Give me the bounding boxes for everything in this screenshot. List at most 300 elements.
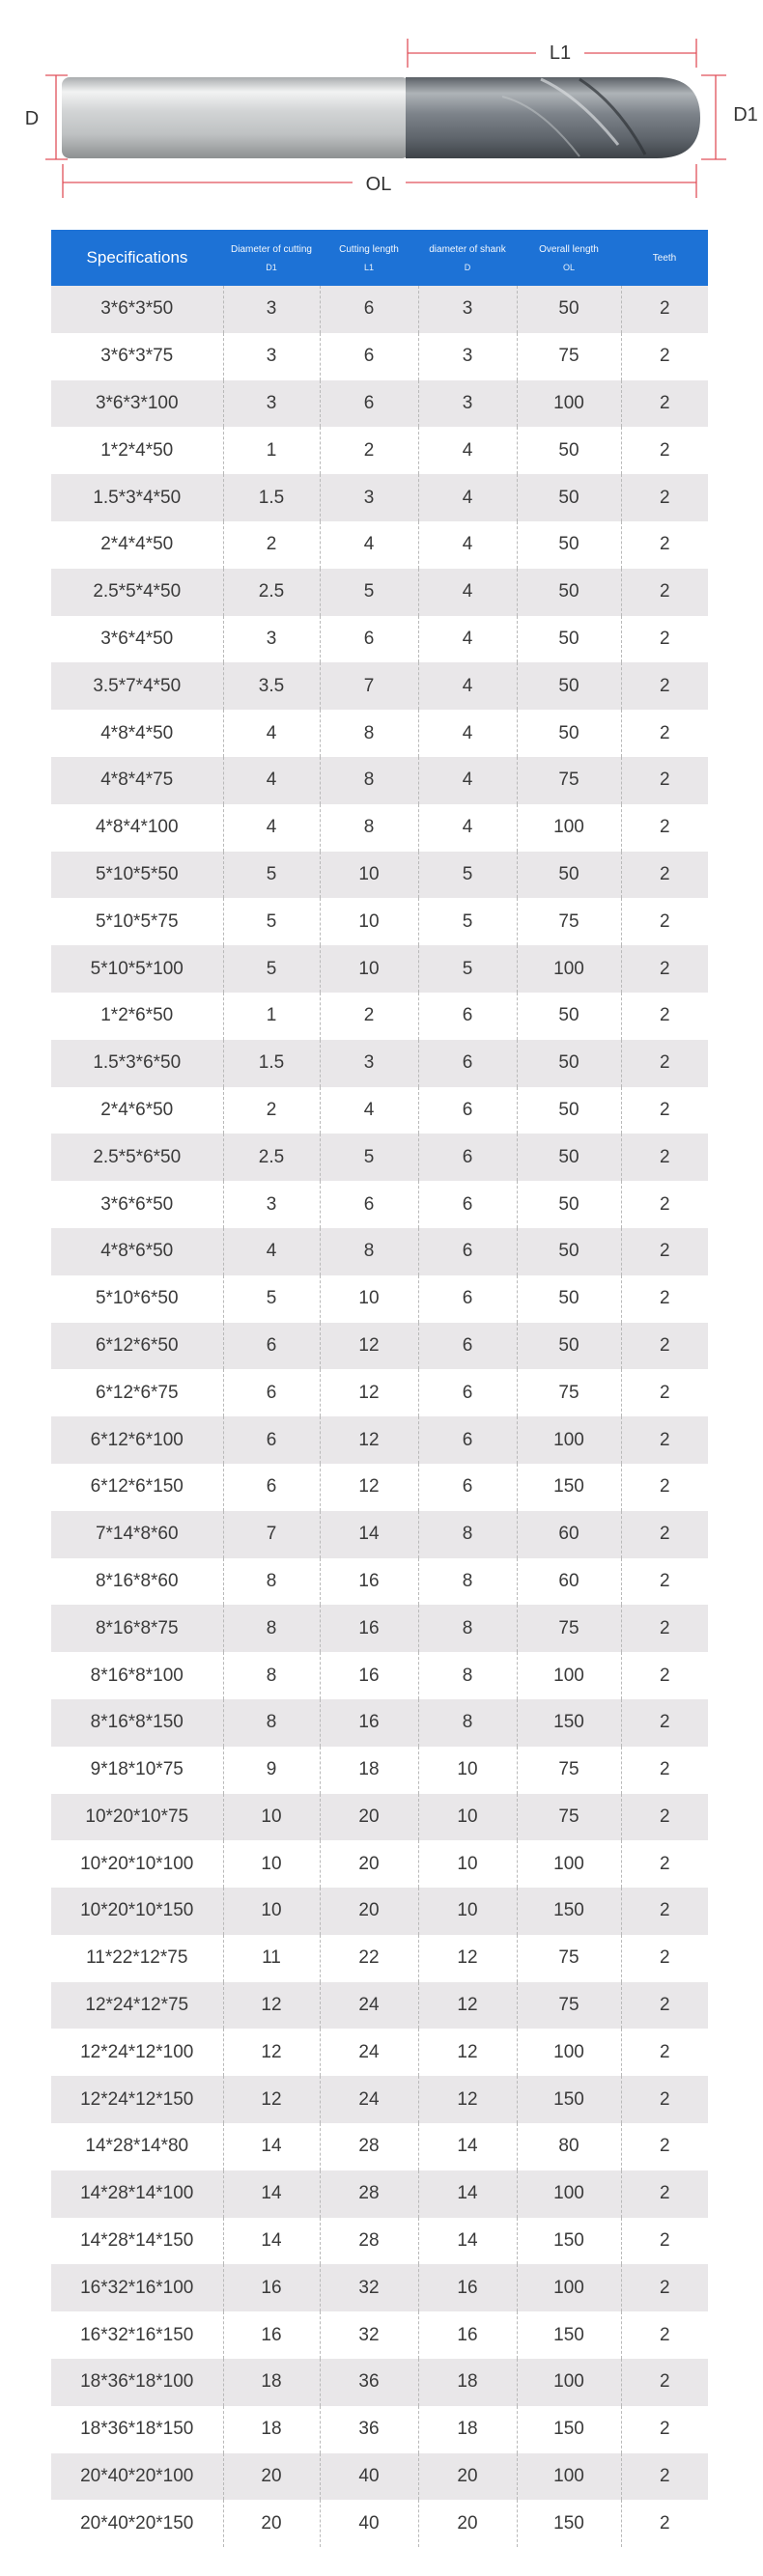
- overall-length-cell: 75: [517, 898, 621, 945]
- diameter-of-shank-cell: 4: [418, 427, 517, 474]
- spec-cell: 18*36*18*150: [51, 2406, 223, 2453]
- overall-length-cell: 50: [517, 1323, 621, 1370]
- diameter-of-shank-cell: 5: [418, 945, 517, 993]
- diameter-of-shank-cell: 18: [418, 2359, 517, 2406]
- diameter-of-shank-cell: 20: [418, 2500, 517, 2547]
- table-row: [51, 804, 708, 852]
- cutting-length-cell: 5: [320, 1134, 418, 1181]
- table-row: [51, 1982, 708, 2030]
- dimension-label-d: D: [24, 108, 40, 129]
- spec-cell: 16*32*16*150: [51, 2311, 223, 2359]
- overall-length-cell: 150: [517, 2406, 621, 2453]
- overall-length-cell: 75: [517, 1982, 621, 2030]
- specifications-table: [51, 230, 708, 2547]
- overall-length-cell: 100: [517, 2264, 621, 2311]
- overall-length-cell: 50: [517, 474, 621, 521]
- table-row: [51, 1275, 708, 1323]
- cutting-length-cell: 28: [320, 2123, 418, 2170]
- spec-cell: 1.5*3*6*50: [51, 1040, 223, 1087]
- spec-cell: 4*8*4*50: [51, 710, 223, 757]
- cutting-length-cell: 28: [320, 2218, 418, 2265]
- diameter-of-cutting-cell: 8: [223, 1558, 320, 1606]
- diameter-of-shank-cell: 6: [418, 1275, 517, 1323]
- diameter-of-shank-cell: 6: [418, 1087, 517, 1134]
- diameter-of-cutting-cell: 4: [223, 710, 320, 757]
- spec-cell: 18*36*18*100: [51, 2359, 223, 2406]
- cutting-length-cell: 8: [320, 757, 418, 804]
- overall-length-cell: 50: [517, 427, 621, 474]
- overall-length-cell: 100: [517, 380, 621, 428]
- overall-length-cell: 75: [517, 1605, 621, 1652]
- table-row: [51, 710, 708, 757]
- diameter-of-shank-cell: 8: [418, 1699, 517, 1747]
- spec-cell: 1*2*6*50: [51, 993, 223, 1040]
- cutting-length-cell: 36: [320, 2359, 418, 2406]
- dimension-label-l1: L1: [549, 42, 572, 64]
- cutting-length-cell: 12: [320, 1416, 418, 1464]
- spec-cell: 4*8*4*100: [51, 804, 223, 852]
- spec-cell: 2*4*6*50: [51, 1087, 223, 1134]
- diameter-of-cutting-cell: 5: [223, 898, 320, 945]
- diameter-of-shank-cell: 8: [418, 1605, 517, 1652]
- dimension-label-d1: D1: [733, 104, 758, 126]
- cutting-length-cell: 2: [320, 427, 418, 474]
- overall-length-cell: 100: [517, 2453, 621, 2501]
- table-row: [51, 1605, 708, 1652]
- cutting-length-cell: 8: [320, 804, 418, 852]
- diameter-of-shank-cell: 6: [418, 1228, 517, 1275]
- table-row: [51, 662, 708, 710]
- diameter-of-shank-cell: 4: [418, 804, 517, 852]
- diameter-of-cutting-cell: 12: [223, 2029, 320, 2076]
- end-mill-diagram: [0, 0, 763, 212]
- spec-cell: 12*24*12*150: [51, 2076, 223, 2123]
- spec-cell: 2.5*5*4*50: [51, 569, 223, 616]
- teeth-cell: 2: [621, 1511, 708, 1558]
- diameter-of-cutting-cell: 9: [223, 1747, 320, 1794]
- diameter-of-cutting-cell: 3.5: [223, 662, 320, 710]
- diameter-of-shank-cell: 4: [418, 569, 517, 616]
- diameter-of-shank-cell: 8: [418, 1511, 517, 1558]
- spec-cell: 1.5*3*4*50: [51, 474, 223, 521]
- diameter-of-shank-cell: 3: [418, 380, 517, 428]
- diameter-of-cutting-cell: 5: [223, 945, 320, 993]
- cutting-length-cell: 10: [320, 852, 418, 899]
- cutting-length-cell: 32: [320, 2311, 418, 2359]
- spec-cell: 4*8*4*75: [51, 757, 223, 804]
- spec-cell: 6*12*6*150: [51, 1464, 223, 1511]
- spec-cell: 7*14*8*60: [51, 1511, 223, 1558]
- cutting-length-cell: 6: [320, 286, 418, 333]
- overall-length-cell: 50: [517, 710, 621, 757]
- cutting-length-cell: 3: [320, 474, 418, 521]
- spec-cell: 8*16*8*150: [51, 1699, 223, 1747]
- table-row: [51, 1087, 708, 1134]
- teeth-cell: 2: [621, 993, 708, 1040]
- diameter-of-cutting-cell: 16: [223, 2264, 320, 2311]
- cutting-length-cell: 18: [320, 1747, 418, 1794]
- diameter-of-shank-cell: 4: [418, 521, 517, 569]
- cutting-length-cell: 5: [320, 569, 418, 616]
- cutting-length-cell: 20: [320, 1888, 418, 1935]
- diameter-of-shank-cell: 6: [418, 993, 517, 1040]
- table-row: [51, 2406, 708, 2453]
- diameter-of-cutting-cell: 5: [223, 1275, 320, 1323]
- cutting-length-cell: 36: [320, 2406, 418, 2453]
- diameter-of-cutting-cell: 10: [223, 1794, 320, 1841]
- table-row: [51, 898, 708, 945]
- cutting-length-cell: 14: [320, 1511, 418, 1558]
- teeth-cell: 2: [621, 662, 708, 710]
- teeth-cell: 2: [621, 1416, 708, 1464]
- spec-cell: 5*10*6*50: [51, 1275, 223, 1323]
- diameter-of-shank-cell: 18: [418, 2406, 517, 2453]
- diameter-of-cutting-cell: 3: [223, 616, 320, 663]
- diameter-of-shank-cell: 4: [418, 474, 517, 521]
- teeth-cell: 2: [621, 1605, 708, 1652]
- diameter-of-cutting-cell: 2.5: [223, 1134, 320, 1181]
- diameter-of-cutting-cell: 8: [223, 1699, 320, 1747]
- teeth-cell: 2: [621, 2311, 708, 2359]
- table-row: [51, 1699, 708, 1747]
- diameter-of-cutting-cell: 20: [223, 2453, 320, 2501]
- diameter-of-cutting-cell: 5: [223, 852, 320, 899]
- diameter-of-cutting-cell: 1: [223, 993, 320, 1040]
- cutting-length-cell: 4: [320, 521, 418, 569]
- diameter-of-shank-cell: 6: [418, 1464, 517, 1511]
- overall-length-cell: 100: [517, 804, 621, 852]
- diameter-of-shank-cell: 6: [418, 1323, 517, 1370]
- cutting-length-cell: 2: [320, 993, 418, 1040]
- diameter-of-cutting-cell: 4: [223, 757, 320, 804]
- table-row: [51, 427, 708, 474]
- overall-length-cell: 150: [517, 1699, 621, 1747]
- diameter-of-cutting-cell: 4: [223, 804, 320, 852]
- spec-cell: 5*10*5*75: [51, 898, 223, 945]
- overall-length-cell: 50: [517, 1087, 621, 1134]
- diameter-of-shank-cell: 14: [418, 2218, 517, 2265]
- spec-cell: 8*16*8*100: [51, 1652, 223, 1699]
- teeth-cell: 2: [621, 1369, 708, 1416]
- table-row: [51, 1888, 708, 1935]
- cutting-length-cell: 16: [320, 1605, 418, 1652]
- overall-length-cell: 50: [517, 616, 621, 663]
- table-row: [51, 2218, 708, 2265]
- diameter-of-shank-cell: 10: [418, 1794, 517, 1841]
- cutting-length-cell: 22: [320, 1935, 418, 1982]
- table-row: [51, 333, 708, 380]
- diameter-of-shank-cell: 10: [418, 1747, 517, 1794]
- table-row: [51, 1652, 708, 1699]
- diameter-of-shank-cell: 4: [418, 757, 517, 804]
- tool-shank: [62, 77, 410, 158]
- overall-length-cell: 150: [517, 2076, 621, 2123]
- overall-length-cell: 75: [517, 757, 621, 804]
- diameter-of-shank-cell: 10: [418, 1888, 517, 1935]
- table-row: [51, 616, 708, 663]
- cutting-length-cell: 6: [320, 380, 418, 428]
- spec-cell: 6*12*6*50: [51, 1323, 223, 1370]
- spec-cell: 11*22*12*75: [51, 1935, 223, 1982]
- spec-cell: 10*20*10*75: [51, 1794, 223, 1841]
- table-row: [51, 852, 708, 899]
- cutting-length-cell: 12: [320, 1369, 418, 1416]
- diameter-of-cutting-cell: 6: [223, 1416, 320, 1464]
- diameter-of-shank-cell: 12: [418, 2076, 517, 2123]
- teeth-cell: 2: [621, 286, 708, 333]
- diameter-of-shank-cell: 3: [418, 286, 517, 333]
- spec-cell: 10*20*10*150: [51, 1888, 223, 1935]
- cutting-length-cell: 24: [320, 2029, 418, 2076]
- diameter-of-cutting-cell: 3: [223, 333, 320, 380]
- table-row: [51, 2359, 708, 2406]
- diameter-of-cutting-cell: 11: [223, 1935, 320, 1982]
- overall-length-cell: 80: [517, 2123, 621, 2170]
- table-row: [51, 1840, 708, 1888]
- cutting-length-cell: 8: [320, 1228, 418, 1275]
- diameter-of-shank-cell: 5: [418, 898, 517, 945]
- table-row: [51, 2311, 708, 2359]
- table-row: [51, 2123, 708, 2170]
- table-row: [51, 2500, 708, 2547]
- spec-cell: 10*20*10*100: [51, 1840, 223, 1888]
- overall-length-cell: 50: [517, 1181, 621, 1228]
- table-row: [51, 1369, 708, 1416]
- cutting-length-cell: 24: [320, 2076, 418, 2123]
- diameter-of-shank-cell: 12: [418, 1935, 517, 1982]
- diameter-of-cutting-cell: 3: [223, 286, 320, 333]
- table-row: [51, 945, 708, 993]
- overall-length-cell: 75: [517, 1369, 621, 1416]
- diameter-of-cutting-cell: 6: [223, 1464, 320, 1511]
- teeth-cell: 2: [621, 1181, 708, 1228]
- teeth-cell: 2: [621, 2170, 708, 2218]
- teeth-cell: 2: [621, 2406, 708, 2453]
- table-header-row: [51, 230, 708, 286]
- cutting-length-cell: 40: [320, 2453, 418, 2501]
- overall-length-cell: 50: [517, 521, 621, 569]
- diameter-of-cutting-cell: 14: [223, 2170, 320, 2218]
- teeth-cell: 2: [621, 474, 708, 521]
- teeth-cell: 2: [621, 1323, 708, 1370]
- table-row: [51, 1794, 708, 1841]
- table-row: [51, 1511, 708, 1558]
- cutting-length-cell: 10: [320, 1275, 418, 1323]
- overall-length-cell: 75: [517, 1747, 621, 1794]
- table-row: [51, 1228, 708, 1275]
- spec-cell: 8*16*8*75: [51, 1605, 223, 1652]
- overall-length-cell: 60: [517, 1511, 621, 1558]
- diameter-of-shank-cell: 16: [418, 2264, 517, 2311]
- diameter-of-shank-cell: 6: [418, 1040, 517, 1087]
- diameter-of-shank-cell: 12: [418, 1982, 517, 2030]
- teeth-cell: 2: [621, 1087, 708, 1134]
- overall-length-cell: 50: [517, 993, 621, 1040]
- header-cutting-length: Cutting length L1: [320, 230, 418, 286]
- diameter-of-cutting-cell: 14: [223, 2123, 320, 2170]
- diameter-of-cutting-cell: 2.5: [223, 569, 320, 616]
- teeth-cell: 2: [621, 2029, 708, 2076]
- table-row: [51, 2453, 708, 2501]
- spec-cell: 3*6*6*50: [51, 1181, 223, 1228]
- overall-length-cell: 150: [517, 2500, 621, 2547]
- table-row: [51, 1323, 708, 1370]
- diameter-of-shank-cell: 20: [418, 2453, 517, 2501]
- cutting-length-cell: 16: [320, 1558, 418, 1606]
- spec-cell: 5*10*5*50: [51, 852, 223, 899]
- diameter-of-cutting-cell: 18: [223, 2359, 320, 2406]
- teeth-cell: 2: [621, 757, 708, 804]
- table-row: [51, 1040, 708, 1087]
- specifications-table-body: [51, 286, 708, 2547]
- teeth-cell: 2: [621, 1935, 708, 1982]
- cutting-length-cell: 16: [320, 1699, 418, 1747]
- table-row: [51, 569, 708, 616]
- teeth-cell: 2: [621, 2218, 708, 2265]
- diameter-of-shank-cell: 14: [418, 2123, 517, 2170]
- teeth-cell: 2: [621, 1040, 708, 1087]
- teeth-cell: 2: [621, 2123, 708, 2170]
- spec-cell: 20*40*20*100: [51, 2453, 223, 2501]
- teeth-cell: 2: [621, 1840, 708, 1888]
- diameter-of-shank-cell: 12: [418, 2029, 517, 2076]
- teeth-cell: 2: [621, 1794, 708, 1841]
- diameter-of-cutting-cell: 2: [223, 521, 320, 569]
- table-row: [51, 1747, 708, 1794]
- diameter-of-cutting-cell: 3: [223, 1181, 320, 1228]
- table-row: [51, 1181, 708, 1228]
- overall-length-cell: 60: [517, 1558, 621, 1606]
- spec-cell: 20*40*20*150: [51, 2500, 223, 2547]
- teeth-cell: 2: [621, 2264, 708, 2311]
- cutting-length-cell: 40: [320, 2500, 418, 2547]
- cutting-length-cell: 10: [320, 945, 418, 993]
- overall-length-cell: 50: [517, 852, 621, 899]
- spec-cell: 14*28*14*80: [51, 2123, 223, 2170]
- diameter-of-cutting-cell: 10: [223, 1840, 320, 1888]
- teeth-cell: 2: [621, 945, 708, 993]
- diameter-of-shank-cell: 5: [418, 852, 517, 899]
- diameter-of-cutting-cell: 20: [223, 2500, 320, 2547]
- diameter-of-shank-cell: 8: [418, 1652, 517, 1699]
- spec-cell: 5*10*5*100: [51, 945, 223, 993]
- cutting-length-cell: 6: [320, 1181, 418, 1228]
- teeth-cell: 2: [621, 380, 708, 428]
- diameter-of-cutting-cell: 18: [223, 2406, 320, 2453]
- diameter-of-cutting-cell: 12: [223, 1982, 320, 2030]
- overall-length-cell: 75: [517, 333, 621, 380]
- diameter-of-shank-cell: 16: [418, 2311, 517, 2359]
- teeth-cell: 2: [621, 1228, 708, 1275]
- overall-length-cell: 150: [517, 1464, 621, 1511]
- diameter-of-shank-cell: 3: [418, 333, 517, 380]
- overall-length-cell: 100: [517, 1840, 621, 1888]
- spec-cell: 6*12*6*100: [51, 1416, 223, 1464]
- table-row: [51, 1134, 708, 1181]
- diameter-of-shank-cell: 10: [418, 1840, 517, 1888]
- teeth-cell: 2: [621, 2076, 708, 2123]
- table-row: [51, 380, 708, 428]
- teeth-cell: 2: [621, 1134, 708, 1181]
- teeth-cell: 2: [621, 804, 708, 852]
- table-row: [51, 521, 708, 569]
- cutting-length-cell: 4: [320, 1087, 418, 1134]
- cutting-length-cell: 12: [320, 1323, 418, 1370]
- overall-length-cell: 100: [517, 1652, 621, 1699]
- spec-cell: 6*12*6*75: [51, 1369, 223, 1416]
- spec-cell: 12*24*12*75: [51, 1982, 223, 2030]
- diameter-of-cutting-cell: 3: [223, 380, 320, 428]
- diameter-of-cutting-cell: 8: [223, 1652, 320, 1699]
- spec-cell: 3*6*3*100: [51, 380, 223, 428]
- teeth-cell: 2: [621, 333, 708, 380]
- teeth-cell: 2: [621, 521, 708, 569]
- spec-cell: 9*18*10*75: [51, 1747, 223, 1794]
- diameter-of-shank-cell: 4: [418, 616, 517, 663]
- cutting-length-cell: 32: [320, 2264, 418, 2311]
- header-overall-length: Overall length OL: [517, 230, 621, 286]
- cutting-length-cell: 20: [320, 1794, 418, 1841]
- spec-cell: 4*8*6*50: [51, 1228, 223, 1275]
- overall-length-cell: 50: [517, 662, 621, 710]
- diameter-of-cutting-cell: 16: [223, 2311, 320, 2359]
- diameter-of-cutting-cell: 8: [223, 1605, 320, 1652]
- spec-cell: 3.5*7*4*50: [51, 662, 223, 710]
- spec-cell: 12*24*12*100: [51, 2029, 223, 2076]
- overall-length-cell: 50: [517, 1040, 621, 1087]
- cutting-length-cell: 16: [320, 1652, 418, 1699]
- header-specifications: Specifications: [51, 230, 223, 286]
- teeth-cell: 2: [621, 852, 708, 899]
- overall-length-cell: 75: [517, 1794, 621, 1841]
- diameter-of-shank-cell: 6: [418, 1369, 517, 1416]
- diameter-of-shank-cell: 4: [418, 662, 517, 710]
- overall-length-cell: 50: [517, 1228, 621, 1275]
- teeth-cell: 2: [621, 1652, 708, 1699]
- diameter-of-shank-cell: 14: [418, 2170, 517, 2218]
- overall-length-cell: 50: [517, 286, 621, 333]
- diameter-of-cutting-cell: 1: [223, 427, 320, 474]
- cutting-length-cell: 7: [320, 662, 418, 710]
- diameter-of-shank-cell: 6: [418, 1416, 517, 1464]
- diameter-of-cutting-cell: 10: [223, 1888, 320, 1935]
- cutting-length-cell: 24: [320, 1982, 418, 2030]
- spec-cell: 14*28*14*100: [51, 2170, 223, 2218]
- table-row: [51, 1464, 708, 1511]
- spec-cell: 3*6*3*75: [51, 333, 223, 380]
- cutting-length-cell: 3: [320, 1040, 418, 1087]
- table-row: [51, 1558, 708, 1606]
- teeth-cell: 2: [621, 2500, 708, 2547]
- spec-cell: 14*28*14*150: [51, 2218, 223, 2265]
- overall-length-cell: 100: [517, 1416, 621, 1464]
- table-row: [51, 286, 708, 333]
- teeth-cell: 2: [621, 898, 708, 945]
- overall-length-cell: 50: [517, 1134, 621, 1181]
- diameter-of-cutting-cell: 1.5: [223, 1040, 320, 1087]
- table-row: [51, 993, 708, 1040]
- teeth-cell: 2: [621, 2359, 708, 2406]
- diameter-of-cutting-cell: 2: [223, 1087, 320, 1134]
- diameter-of-shank-cell: 4: [418, 710, 517, 757]
- teeth-cell: 2: [621, 616, 708, 663]
- overall-length-cell: 100: [517, 945, 621, 993]
- overall-length-cell: 50: [517, 1275, 621, 1323]
- overall-length-cell: 150: [517, 2311, 621, 2359]
- spec-cell: 8*16*8*60: [51, 1558, 223, 1606]
- diameter-of-shank-cell: 8: [418, 1558, 517, 1606]
- table-row: [51, 2029, 708, 2076]
